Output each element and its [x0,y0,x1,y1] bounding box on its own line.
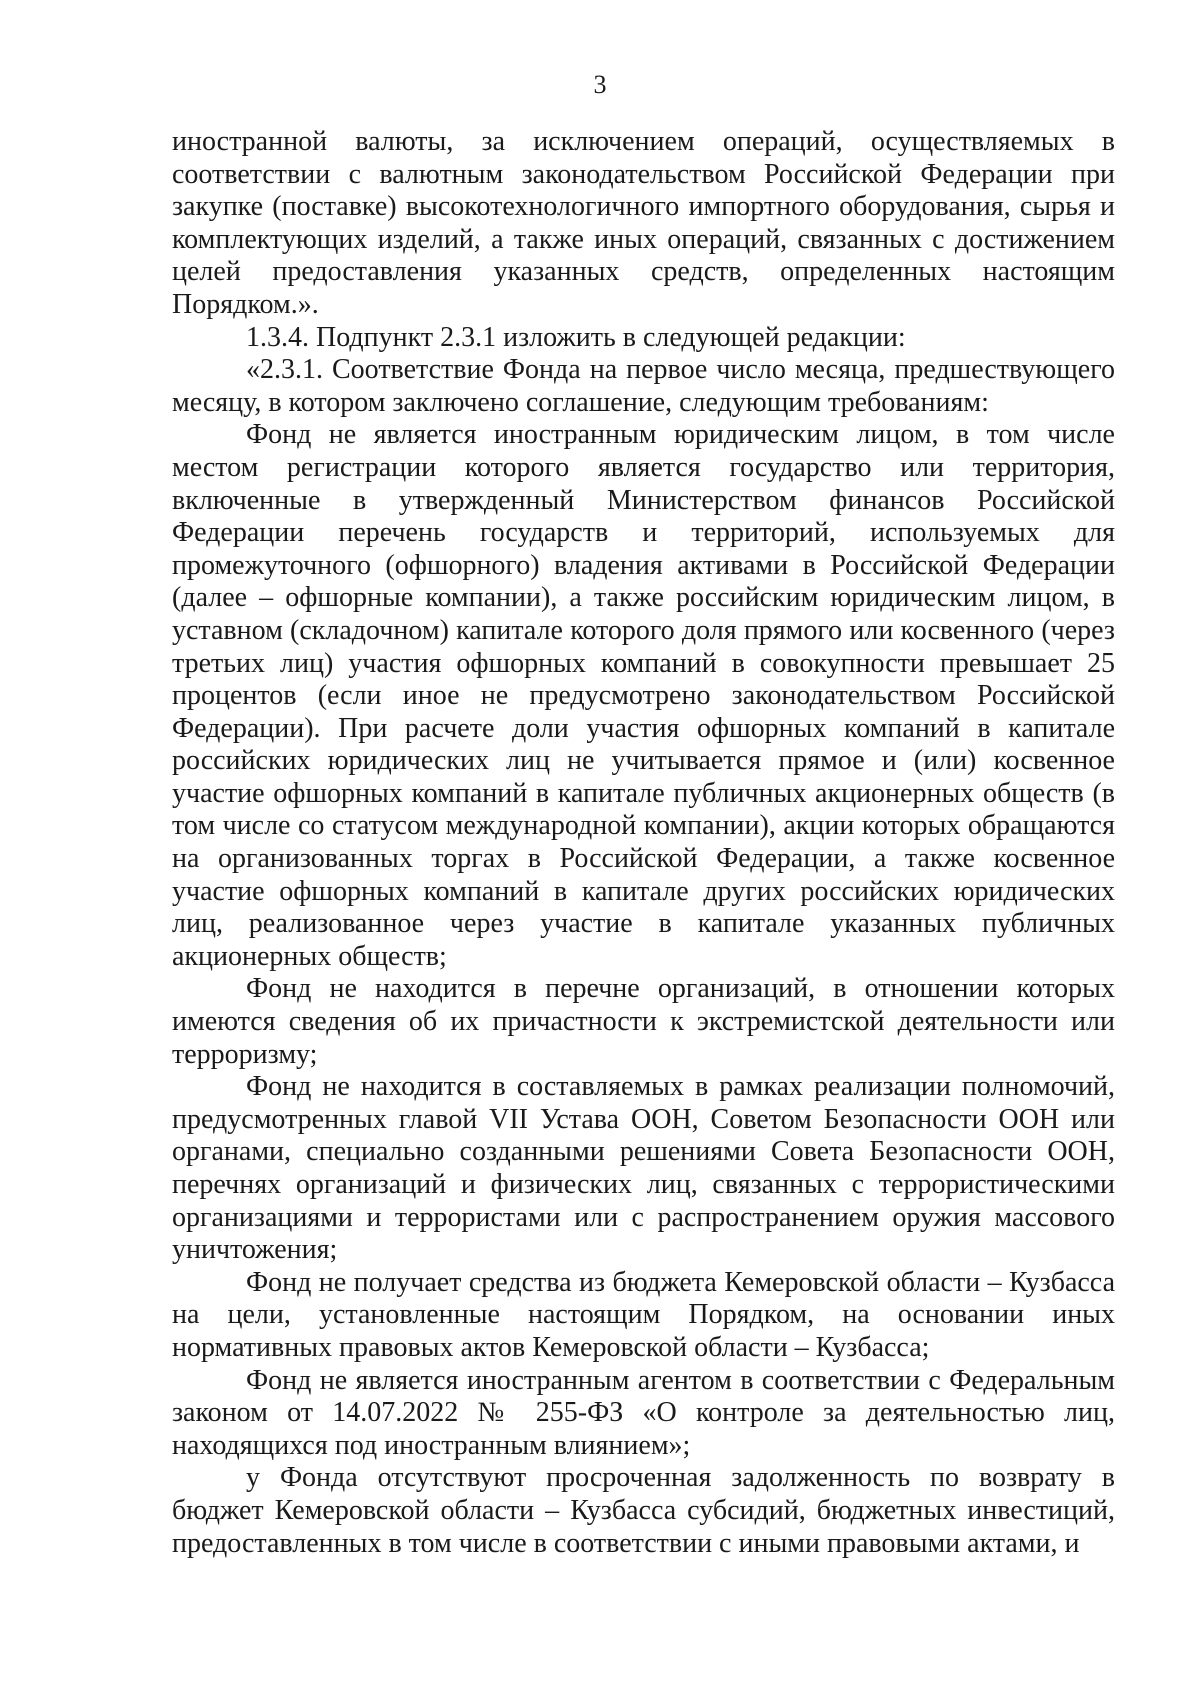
paragraph-debt-requirement: у Фонда отсутствуют просроченная задолженность по возврату в бюджет Кемеровской области – Кузбасса субсидий, бюджетных инвестиций, предоставленных в том числе в соответствии с иными правовыми актами, и [172,1462,1115,1559]
paragraph-budget-funds-requirement: Фонд не получает средства из бюджета Кемеровской области – Кузбасса на цели, установленные настоящим Порядком, на основании иных нормативных правовых актов Кемеровской области – Кузбасса; [172,1266,1115,1363]
paragraph-foreign-agent-requirement: Фонд не является иностранным агентом в соответствии с Федеральным законом от 14.07.2022 № 255-ФЗ «О контроле за деятельностью лиц, находящихся под иностранным влиянием»; [172,1364,1115,1461]
paragraph-extremism-requirement: Фонд не находится в перечне организаций, в отношении которых имеются сведения об их причастности к экстремистской деятельности или терроризму; [172,973,1115,1070]
page-number: 3 [593,70,607,99]
paragraph-subclause-1-3-4: 1.3.4. Подпункт 2.3.1 изложить в следующей редакции: [246,321,906,353]
paragraph-un-lists-requirement: Фонд не находится в составляемых в рамках реализации полномочий, предусмотренных главой VII Устава ООН, Советом Безопасности ООН или органами, специально созданными решениями Совета Безопасности ООН, перечнях организаций и физических лиц, связанных с террористическими организациями и террористами или с распространением оружия массового уничтожения; [172,1071,1115,1266]
paragraph-offshore-requirement: Фонд не является иностранным юридическим лицом, в том числе местом регистрации которого является государство или территория, включенные в утвержденный Министерством финансов Российской Федерации перечень государств и территорий, используемых для промежуточного (офшорного) владения активами в Российской Федерации (далее – офшорные компании), а также российским юридическим лицом, в уставном (складочном) капитале которого доля прямого или косвенного (через третьих лиц) участия офшорных компаний в совокупности превышает 25 процентов (если иное не предусмотрено законодательством Российской Федерации). При расчете доли участия офшорных компаний в капитале российских юридических лиц не учитывается прямое и (или) косвенное участие офшорных компаний в капитале публичных акционерных обществ (в том числе со статусом международной компании), акции которых обращаются на организованных торгах в Российской Федерации, а также косвенное участие офшорных компаний в капитале других российских юридических лиц, реализованное через участие в капитале указанных публичных акционерных обществ; [172,419,1115,972]
document-body [172,126,1115,1560]
paragraph-currency-operations: иностранной валюты, за исключением операций, осуществляемых в соответствии с валютным законодательством Российской Федерации при закупке (поставке) высокотехнологичного импортного оборудования, сырья и комплектующих изделий, а также иных операций, связанных с достижением целей предоставления указанных средств, определенных настоящим Порядком.». [172,126,1115,320]
paragraph-clause-2-3-1: «2.3.1. Соответствие Фонда на первое число месяца, предшествующего месяцу, в котором заключено соглашение, следующим требованиям: [172,354,1115,418]
